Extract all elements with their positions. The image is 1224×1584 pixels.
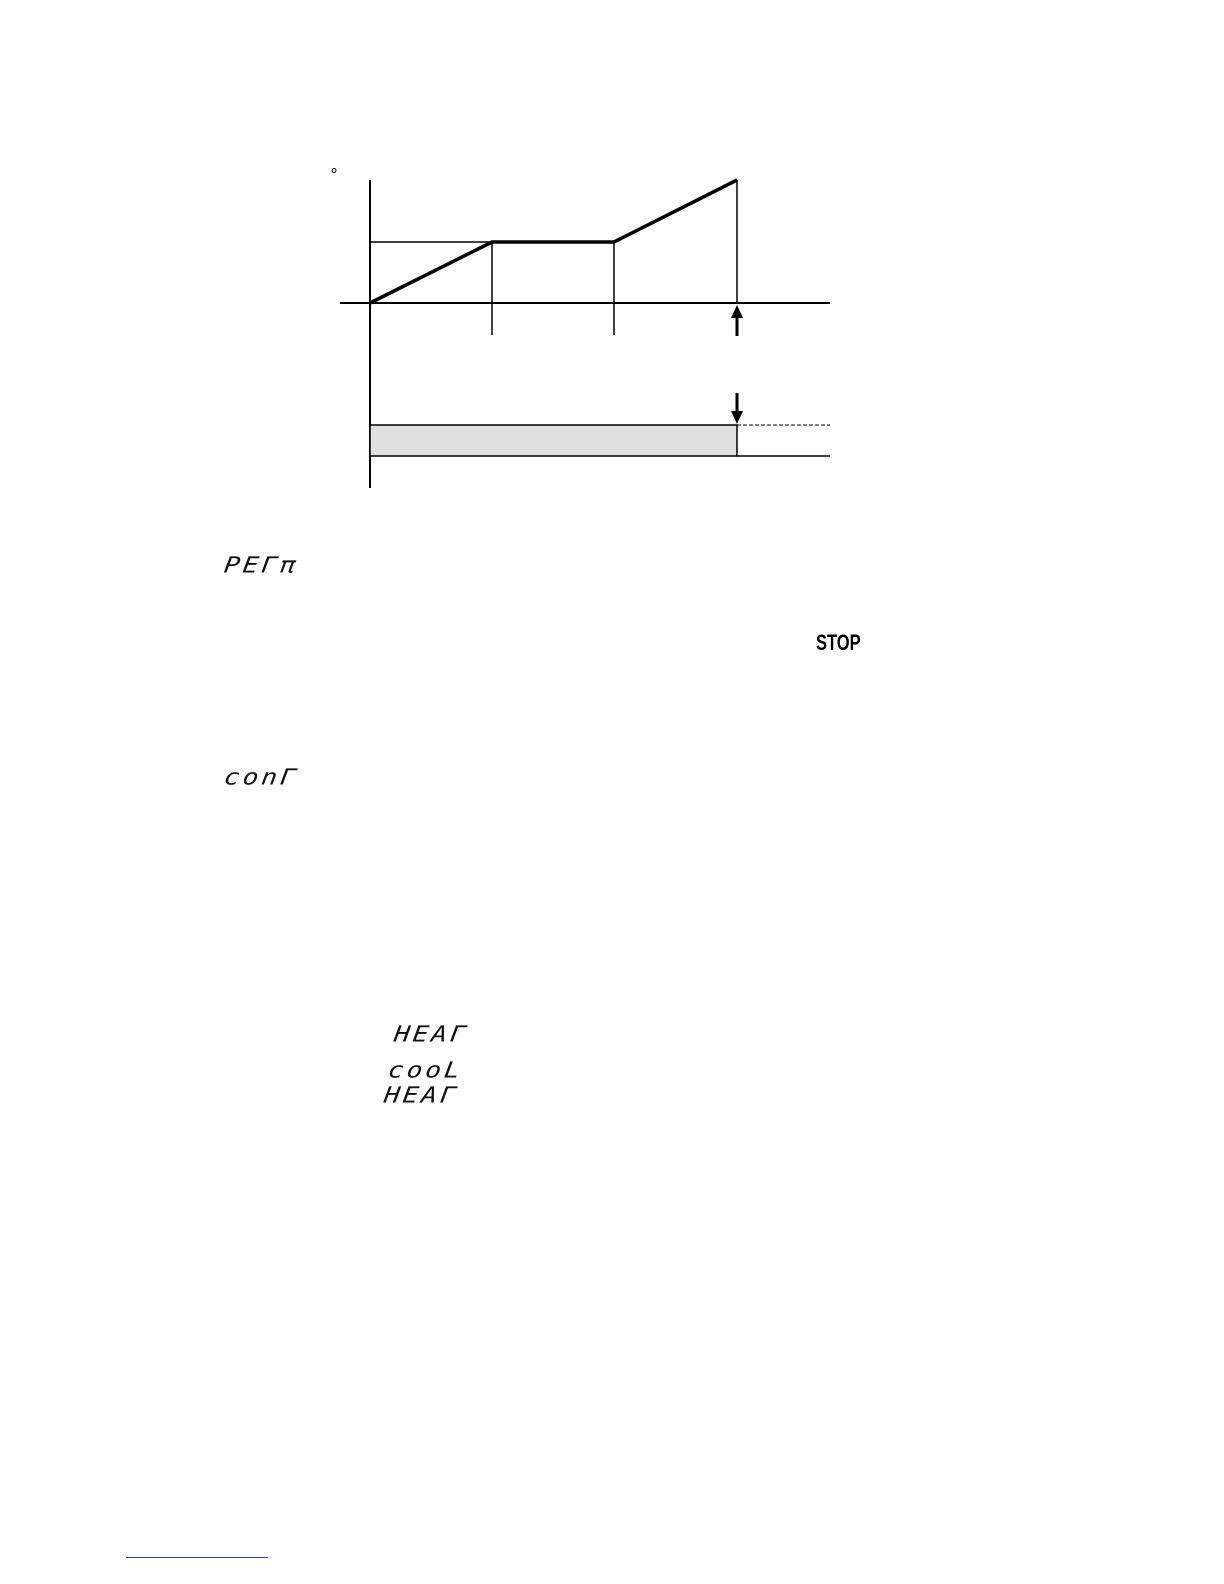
footer-link-underline <box>126 1557 268 1558</box>
degree-symbol: ° <box>330 165 338 184</box>
continue-display-code: conΓ <box>222 765 301 791</box>
stop-label: STOP <box>816 630 861 655</box>
program-end-display-code: PEΓπ <box>222 553 301 579</box>
heat-display-code-2: HEAΓ <box>382 1083 461 1109</box>
heat-display-code: HEAΓ <box>392 1022 471 1048</box>
down-arrow-icon <box>731 411 743 424</box>
ramp-soak-diagram <box>0 0 1224 520</box>
up-arrow-icon <box>731 305 743 318</box>
output-on-bar <box>370 425 737 456</box>
cool-display-code: cooL <box>386 1058 465 1084</box>
